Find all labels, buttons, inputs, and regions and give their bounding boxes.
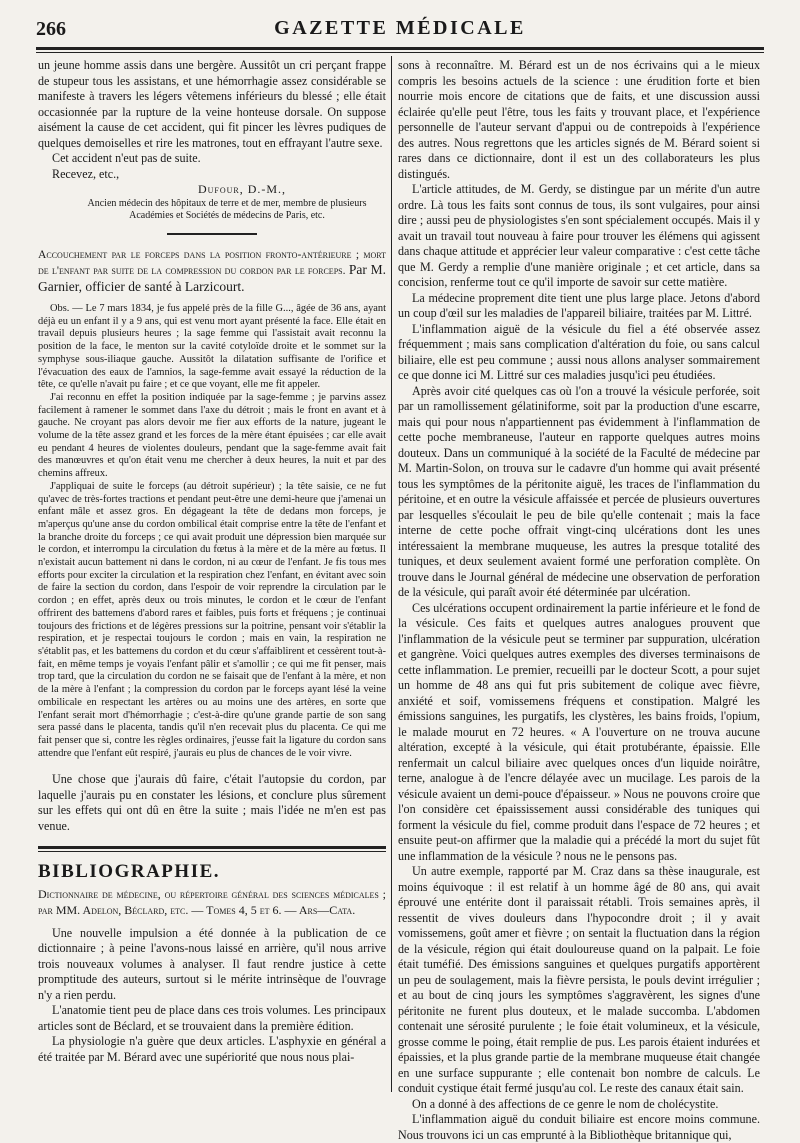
paragraph: Une chose que j'aurais dû faire, c'était l'autopsie du cordon, par laquelle j'aurais pu en constater les lésions, et conclure plus sûrement sur les effets qui ont dû en être la suite ; mais l'idée ne m'en est pas venue.	[38, 772, 386, 833]
paragraph: L'article attitudes, de M. Gerdy, se distingue par un mérite d'un autre ordre. Là tous les faits sont connus de tous, ils sont vulgaires, pour ainsi dire ; aussi peu de physiologistes s'en sont spécialement occupés. Mais il y avait un travail tout nouveau à faire pour trouver les élémens qui agissent dans chaque attitude et apprécier leur valeur comparative : c'est cette tâche que M. Gerdy a remplie d'une manière originale ; et cet article, dans sa concision, renferme tout ce qu'il importe de savoir sur cette matière.	[398, 182, 760, 289]
paragraph: L'anatomie tient peu de place dans ces trois volumes. Les principaux articles sont de Béclard, et se trouvaient dans la première édition.	[38, 1003, 386, 1033]
left-column	[38, 58, 386, 1088]
article-heading	[38, 247, 386, 296]
paragraph: L'inflammation aiguë de la vésicule du fiel a été observée assez fréquemment ; mais sans complication d'altération du foie, ou sans calcul biliaire, elle est peu commune ; aussi nous allons analyser sommairement ce que donne ici M. Littré sur ces maladies jusqu'ici peu étudiées.	[398, 321, 760, 382]
paragraph: Obs. — Le 7 mars 1834, je fus appelé près de la fille G..., âgée de 36 ans, ayant déjà eu un enfant il y a 9 ans, qui est venu mort ayant présenté la face. Elle était en travail depuis plusieurs heures ; la sage femme qui l'assistait avait reconnu la position de la face, le menton sur la cavité cotyloïde droite et le sommet sur la symphyse sous-iliaque gauche. Aussitôt la dilatation suffisante de l'orifice et l'évacuation des eaux de l'amnios, la sage-femme avait essayé la réduction de la tête, ce qu'elle n'avait pu faire ; et ce que voyant, elle me fit appeler.	[38, 303, 386, 391]
signature-title: Ancien médecin des hôpitaux de terre et de mer, membre de plusieurs Académies et Sociétés de médecins de Paris, etc.	[87, 197, 367, 221]
paragraph: Cet accident n'eut pas de suite.	[52, 151, 201, 165]
paragraph: L'inflammation aiguë du conduit biliaire est encore moins commune. Nous trouvons ici un cas emprunté à la Bibliothèque britannique qui,	[398, 1112, 760, 1142]
right-column	[398, 58, 760, 1142]
section-title: BIBLIOGRAPHIE.	[38, 861, 221, 883]
column-divider	[391, 56, 392, 1092]
header-rule-thick	[36, 47, 764, 50]
paragraph: La physiologie n'a guère que deux articles. L'asphyxie en général a été traitée par M. Bérard avec une supériorité que nous nous plai-	[38, 1034, 386, 1064]
section-divider-double	[38, 846, 386, 852]
paragraph: sons à reconnaître. M. Bérard est un de nos écrivains qui a le mieux compris les besoins actuels de la science : une érudition forte et bien nourrie mois encore de citations que de faits, et une discussion aussi éclairée qu'elle peut l'être, tous les faits y trouvant place, et l'expérience personnelle de l'auteur servant d'appui ou de contrepoids à l'expérience des autres. Nous regrettons que les articles signés de M. Bérard soient si rares dans ce dictionnaire, dont il est un des collaborateurs les plus distingués.	[398, 58, 760, 181]
article-author: Par M. Garnier, officier de santé à Larzicourt.	[38, 262, 387, 294]
signature-name: Dufour, D.-M.,	[197, 182, 287, 196]
article-title: Accouchement par le forceps dans la position fronto-antérieure ; mort de l'enfant par suite de la compression du cordon par le forceps.	[38, 247, 386, 277]
review-subject: Dictionnaire de médecine, ou répertoire général des sciences médicales ; par MM. Adelon, Béclard, etc. — Tomes 4, 5 et 6. — Ars—Cata.	[38, 886, 386, 917]
page-header	[36, 14, 764, 44]
paragraph: Après avoir cité quelques cas où l'on a trouvé la vésicule perforée, soit par un ramollissement gélatiniforme, soit par la production d'une escarre, mais qui pour nous n'appartiennent pas évidemment à l'inflammation de cette poche membraneuse, l'auteur en rapporte quelques autres moins douteux. Dans un communiqué à la société de la Faculté de médecine par M. Martin-Solon, on trouva sur le cadavre d'un homme qui avait présenté tous les symptômes de la péritonite aiguë, les traces de l'inflammation du péritoine, et en outre la vésicule affaissée et percée de plusieurs ouvertures par lesquelles s'écoulait le peu de bile qu'elle contenait ; mais la face interne de cette poche offrait vingt-cinq ulcérations dont les unes intéressaient la membrane muqueuse, les autres la presque totalité des tuniques, et deux seulement avaient formé une perforation complète. On trouve dans le Journal général de médecine une observation de perforation de la vésicule, qui paraît avoir été déterminée par ulcération.	[398, 383, 760, 599]
paragraph: J'appliquai de suite le forceps (au détroit supérieur) ; la tête saisie, ce ne fut qu'avec de très-fortes tractions et pendant peut-être une demi-heure que j'amenai un enfant mâle et assez gros. En dégageant la tête de dedans mon forceps, je m'aperçus qu'une anse du cordon ombilical était comprise entre la tête de l'enfant et la branche droite du forceps ; ce qui avait produit une dépression bien marquée sur le cordon, et interrompu la circulation du fœtus à la mère et de la mère au fœtus. Il n'existait aucun battement ni dans le cordon, ni au cœur de l'enfant. Je fis tous mes efforts pour exciter la circulation et la respiration chez l'enfant, en évitant avec soin de faire la section du cordon, dans l'espoir de voir reprendre la circulation par le cordon ; en effet, après deux ou trois minutes, le cordon et le cœur de l'enfant offrirent des battemens d'abord rares et faibles, puis forts et fréquens ; je continuai toujours des frictions et de légères pressions sur la poitrine, pensant voir s'établir la respiration, et je respectai toujours le cordon ; mais en vain, la respiration ne s'établit pas, et les battemens du cordon et du cœur s'affaiblirent et cessèrent tout-à-fait, en même temps je voyais l'enfant pâlir et s'amollir ; ce qui me fit penser, mais trop tard, que la circulation du cordon ne se faisait que de l'enfant à la mère, et non de la mère à l'enfant ; la compression du cordon par le forceps ayant lésé la veine ombilicale en respectant les artères ou au moins une des artères, en sorte que l'enfant serait mort d'hémorrhagie ; c'est-à-dire qu'une grande partie de son sang sera passé dans le placenta, tandis qu'il n'en recevait plus du placenta. Ce qui me fait penser que si, contre les règles ordinaires, j'eusse fait la ligature du cordon sans attendre que l'enfant eût respiré, j'aurais eu plus de chances de le voir vivre.	[38, 480, 386, 759]
header-rule-thin	[36, 52, 764, 53]
paragraph: Recevez, etc.,	[52, 166, 120, 181]
paragraph: On a donné à des affections de ce genre le nom de cholécystite.	[412, 1096, 719, 1111]
paragraph: J'ai reconnu en effet la position indiquée par la sage-femme ; je parvins assez facilement à ramener le sommet dans l'axe du détroit ; mais le front en avant et à gauche. Ne croyant pas alors devoir me fier aux efforts de la nature, jugeant le volume de la tête assez grand et les forces de la mère étant épuisées ; car elle avait eu pendant 4 heures de violentes douleurs, pendant que la sage-femme avait fait des manœuvres et qu'on était venu me chercher à deux heures, la nuit et par des chemins affreux.	[38, 391, 386, 480]
section-divider	[167, 233, 257, 235]
page-number: 266	[36, 18, 66, 40]
paragraph: Un autre exemple, rapporté par M. Craz dans sa thèse inaugurale, est moins équivoque : il est relatif à un homme âgé de 80 ans, qui avait éprouvé une entérite dont il paraissait rétabli. Trois semaines après, il ressentit de vives douleurs dans l'hypocondre droit ; il y avait vomissemens, goût amer et fièvre ; on sentait la fluctuation dans la région de la vésicule, région qui était douloureuse quand on la palpait. Le foie était tuméfié. Des émissions sanguines et quelques purgatifs apportèrent un peu de soulagement, mais la fièvre persista, le pouls devint irrégulier ; et au bout de cinq jours les symptômes s'aggravèrent, les signes d'une péritonite ne furent plus douteux, et le malade succomba. L'abdomen contenait une sérosité purulente ; le foie était volumineux, et la vésicule, grosse comme le poing, était remplie de pus. Les parois étaient indurées et épaissies, et la plus grande partie de la membrane muqueuse était changée en une surface suppurante ; elle contenait bon nombre de calculs. Le conduit cystique était fermé jusqu'au col. Le reste des canaux était sain.	[398, 864, 760, 1095]
signature-block	[38, 182, 386, 223]
paragraph: Ces ulcérations occupent ordinairement la partie inférieure et le fond de la vésicule. Ces faits et quelques autres analogues prouvent que l'inflammation de la vésicule peut se terminer par suppuration, ulcération et gangrène. Voici quelques autres exemples des diverses terminaisons de cette inflammation. Le premier, recueilli par le docteur Scott, a pour sujet un homme de 48 ans qui fut pris subitement de colique avec fièvre, anxiété et soif, vomissemens fréquens et constipation. Malgré les émissions sanguines, les purgatifs, les clystères, les bains froids, l'opium, le malade mourut en 72 heures. « A l'ouverture on ne trouva aucune altération, excepté à la vésicule, qui était protubérante, épaissie. Elle renfermait un calcul biliaire avec quelques onces d'un liquide noirâtre, terne, analogue à de l'encre délayée avec un mucilage. Les parois de la vésicule avaient un demi-pouce d'épaisseur. » Nous ne pouvons croire que l'on considère cet épaississement aussi considérable des tuniques qui forment la vésicule du fiel, comme produit dans l'espace de 72 heures ; et ensuite peut-on affirmer que la maladie qui a précédé la mort du sujet fût une inflammation de la vésicule ? nous ne le pensons pas.	[398, 600, 760, 863]
paragraph: La médecine proprement dite tient une plus large place. Jetons d'abord un coup d'œil sur les maladies de l'appareil biliaire, traitées par M. Littré.	[398, 290, 760, 320]
paragraph: un jeune homme assis dans une bergère. Aussitôt un cri perçant frappe de stupeur tous les assistans, et une hémorrhagie assez considérable se manifeste à travers les légers vêtemens inférieurs du blessé ; elle était occasionnée par la rupture de la veine honteuse dorsale. On suppose aisément la cause de cet accident, qui fit pincer les lèvres pudiques de quelques demoiselles et rire les matrones, tout en effrayant l'autre sexe.	[38, 58, 386, 150]
observation-block	[38, 303, 386, 760]
paragraph: Une nouvelle impulsion a été donnée à la publication de ce dictionnaire ; à peine l'avons-nous laissé en arrière, qu'il nous arrive trois nouveaux volumes à analyser. Il faut rendre justice à cette promptitude des auteurs, surtout si le mérite intrinsèque de l'ouvrage n'y a rien perdu.	[38, 925, 386, 1002]
publication-title: GAZETTE MÉDICALE	[274, 17, 526, 39]
